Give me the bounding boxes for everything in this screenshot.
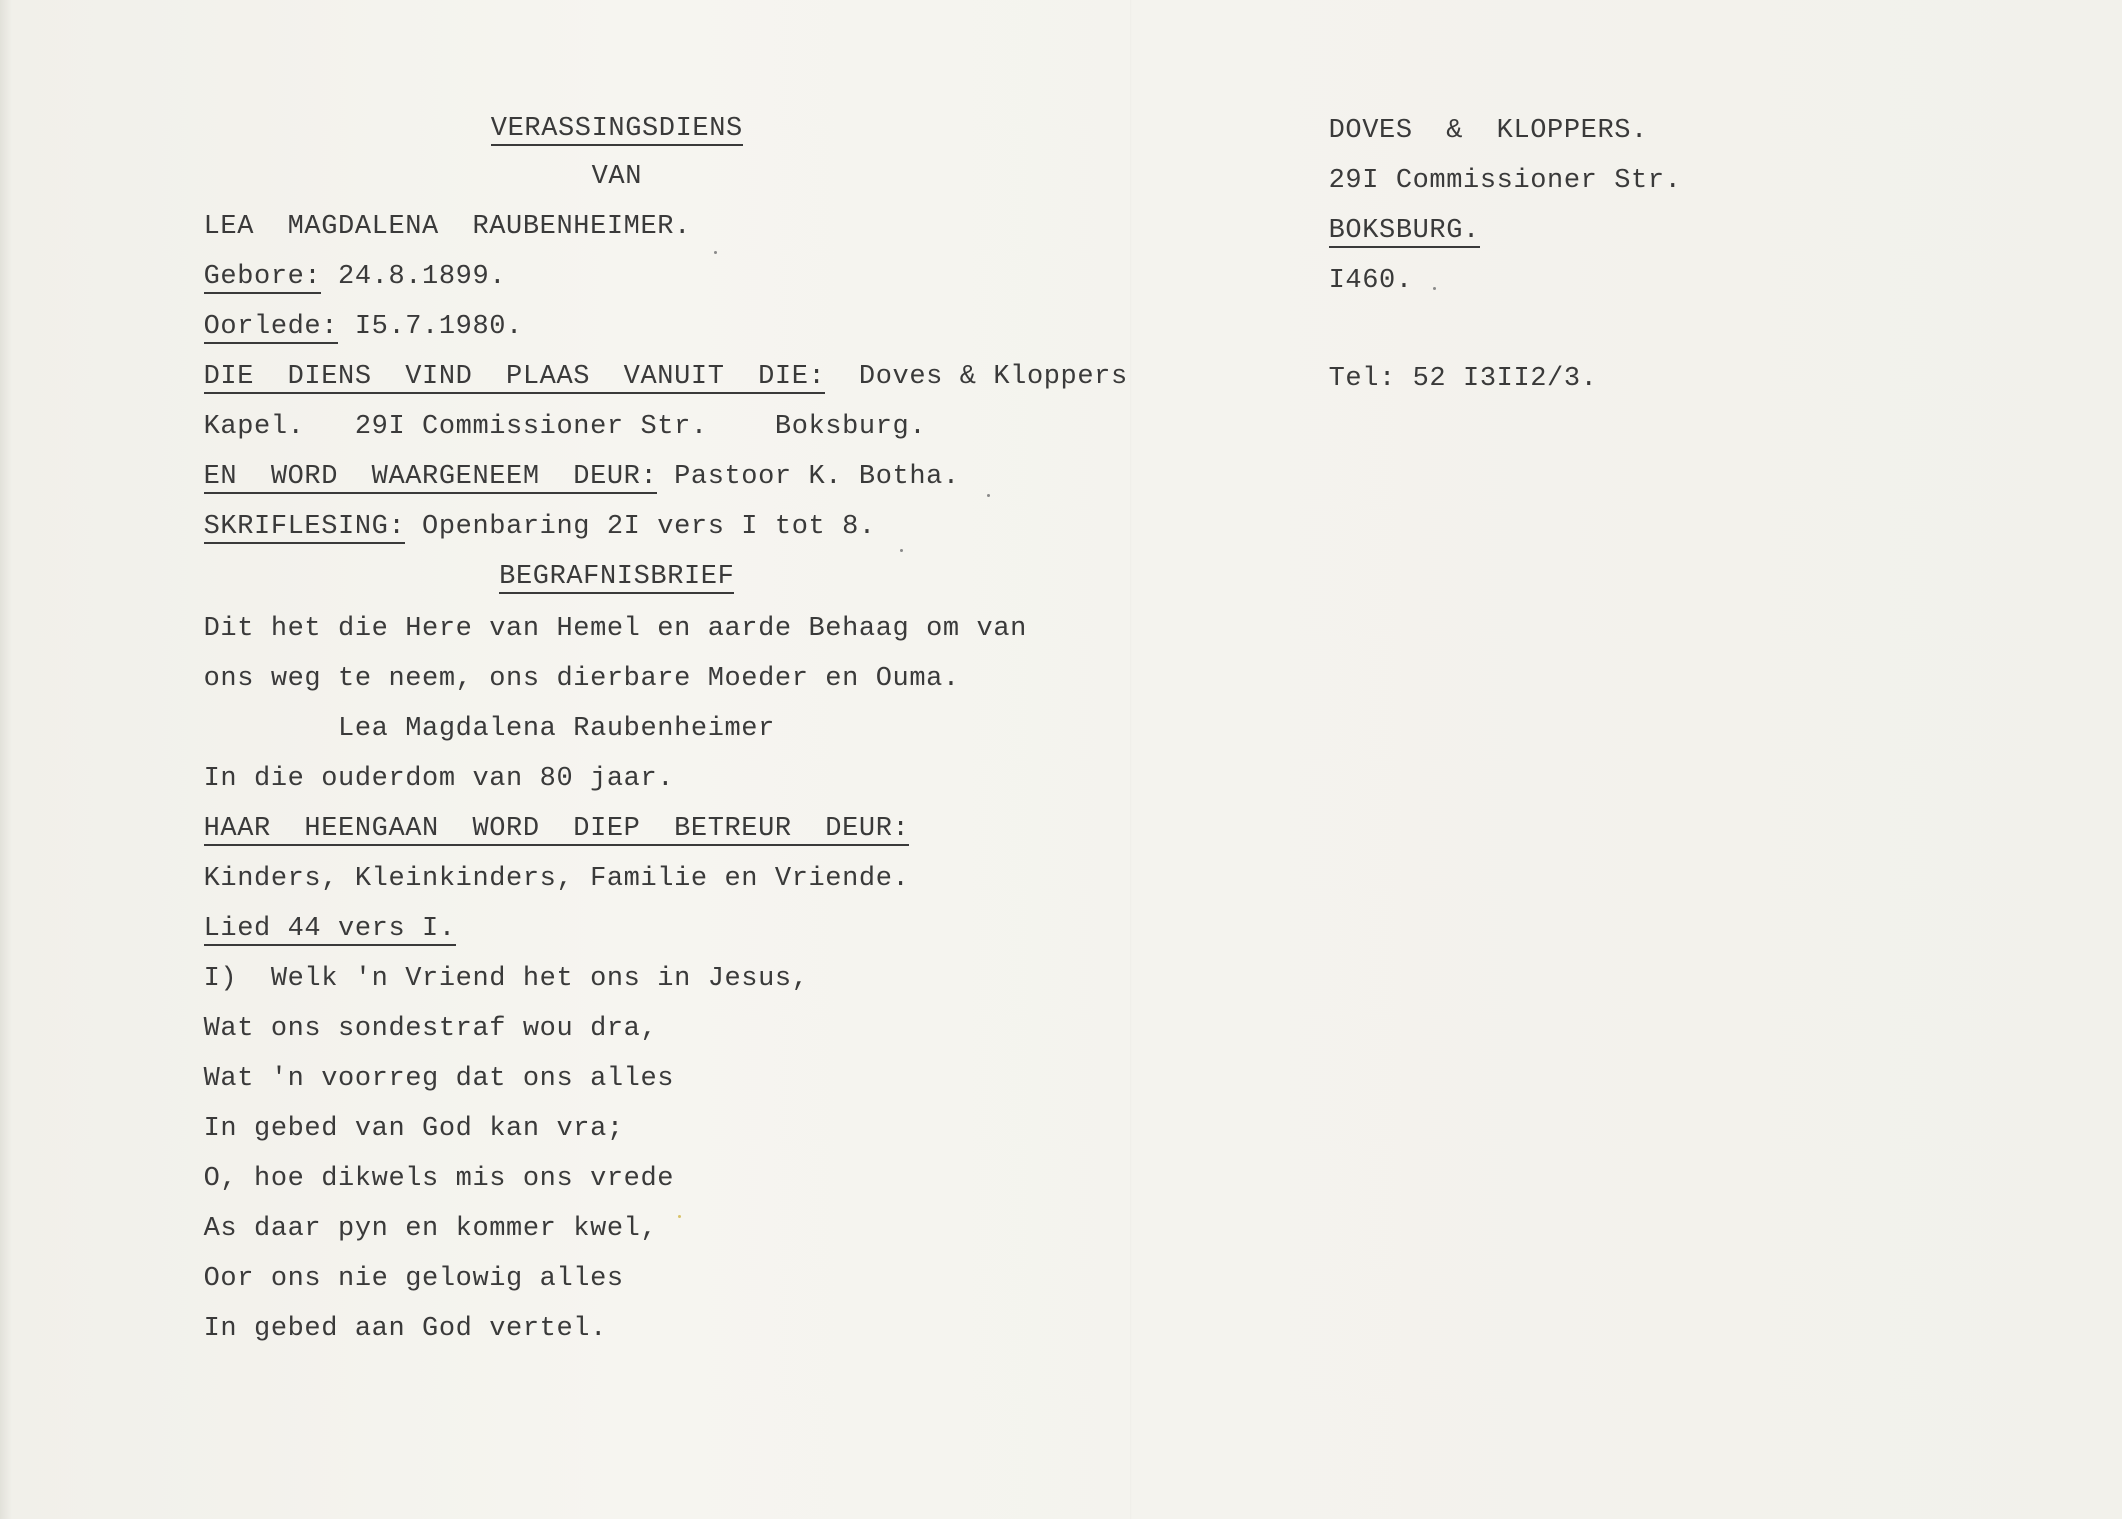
paper-speck: [1433, 287, 1436, 290]
page-edge-shadow: [0, 0, 12, 1519]
birth-label: Gebore:: [203, 262, 322, 292]
paper-speck: [678, 1215, 681, 1218]
service-label: DIE DIENS VIND PLAAS VANUIT DIE:: [203, 362, 826, 392]
paper-speck: [900, 549, 903, 552]
firm-street: 29I Commissioner Str.: [1328, 166, 1682, 196]
document-title: VERASSINGSDIENS: [490, 114, 743, 144]
paper-speck: [714, 251, 717, 254]
mourners-list: Kinders, Kleinkinders, Familie en Vriende.: [203, 864, 910, 894]
mourners-heading: HAAR HEENGAAN WORD DIEP BETREUR DEUR:: [203, 814, 910, 844]
hymn-line: I) Welk 'n Vriend het ons in Jesus,: [203, 964, 809, 994]
letter-line: In die ouderdom van 80 jaar.: [203, 764, 675, 794]
letter-line: Lea Magdalena Raubenheimer: [203, 714, 775, 744]
firm-telephone: Tel: 52 I3II2/3.: [1328, 364, 1598, 394]
reading-label: SKRIFLESING:: [203, 512, 406, 542]
service-value: Doves & Kloppers: [825, 362, 1128, 392]
letter-line: ons weg te neem, ons dierbare Moeder en Ouma.: [203, 664, 960, 694]
letter-title: BEGRAFNISBRIEF: [499, 562, 735, 592]
hymn-line: In gebed van God kan vra;: [203, 1114, 624, 1144]
hymn-line: As daar pyn en kommer kwel,: [203, 1214, 658, 1244]
hymn-line: Wat ons sondestraf wou dra,: [203, 1014, 658, 1044]
firm-name: DOVES & KLOPPERS.: [1328, 116, 1648, 146]
hymn-line: In gebed aan God vertel.: [203, 1314, 607, 1344]
letter-line: Dit het die Here van Hemel en aarde Behaag om van: [203, 614, 1027, 644]
officiant-value: Pastoor K. Botha.: [657, 462, 960, 492]
hymn-line: Wat 'n voorreg dat ons alles: [203, 1064, 675, 1094]
death-value: I5.7.1980.: [338, 312, 523, 342]
hymn-line: Oor ons nie gelowig alles: [203, 1264, 624, 1294]
chapel-address: Kapel. 29I Commissioner Str. Boksburg.: [203, 412, 927, 442]
death-label: Oorlede:: [203, 312, 339, 342]
firm-postcode: I460.: [1328, 266, 1413, 296]
reading-value: Openbaring 2I vers I tot 8.: [405, 512, 876, 542]
hymn-line: O, hoe dikwels mis ons vrede: [203, 1164, 675, 1194]
page-fold: [1130, 0, 1132, 1519]
paper-speck: [987, 494, 990, 497]
firm-city: BOKSBURG.: [1328, 216, 1480, 246]
birth-value: 24.8.1899.: [321, 262, 507, 292]
hymn-heading: Lied 44 vers I.: [203, 914, 456, 944]
deceased-name: LEA MAGDALENA RAUBENHEIMER.: [203, 212, 691, 242]
officiant-label: EN WORD WAARGENEEM DEUR:: [203, 462, 658, 492]
van-heading: VAN: [591, 162, 643, 192]
